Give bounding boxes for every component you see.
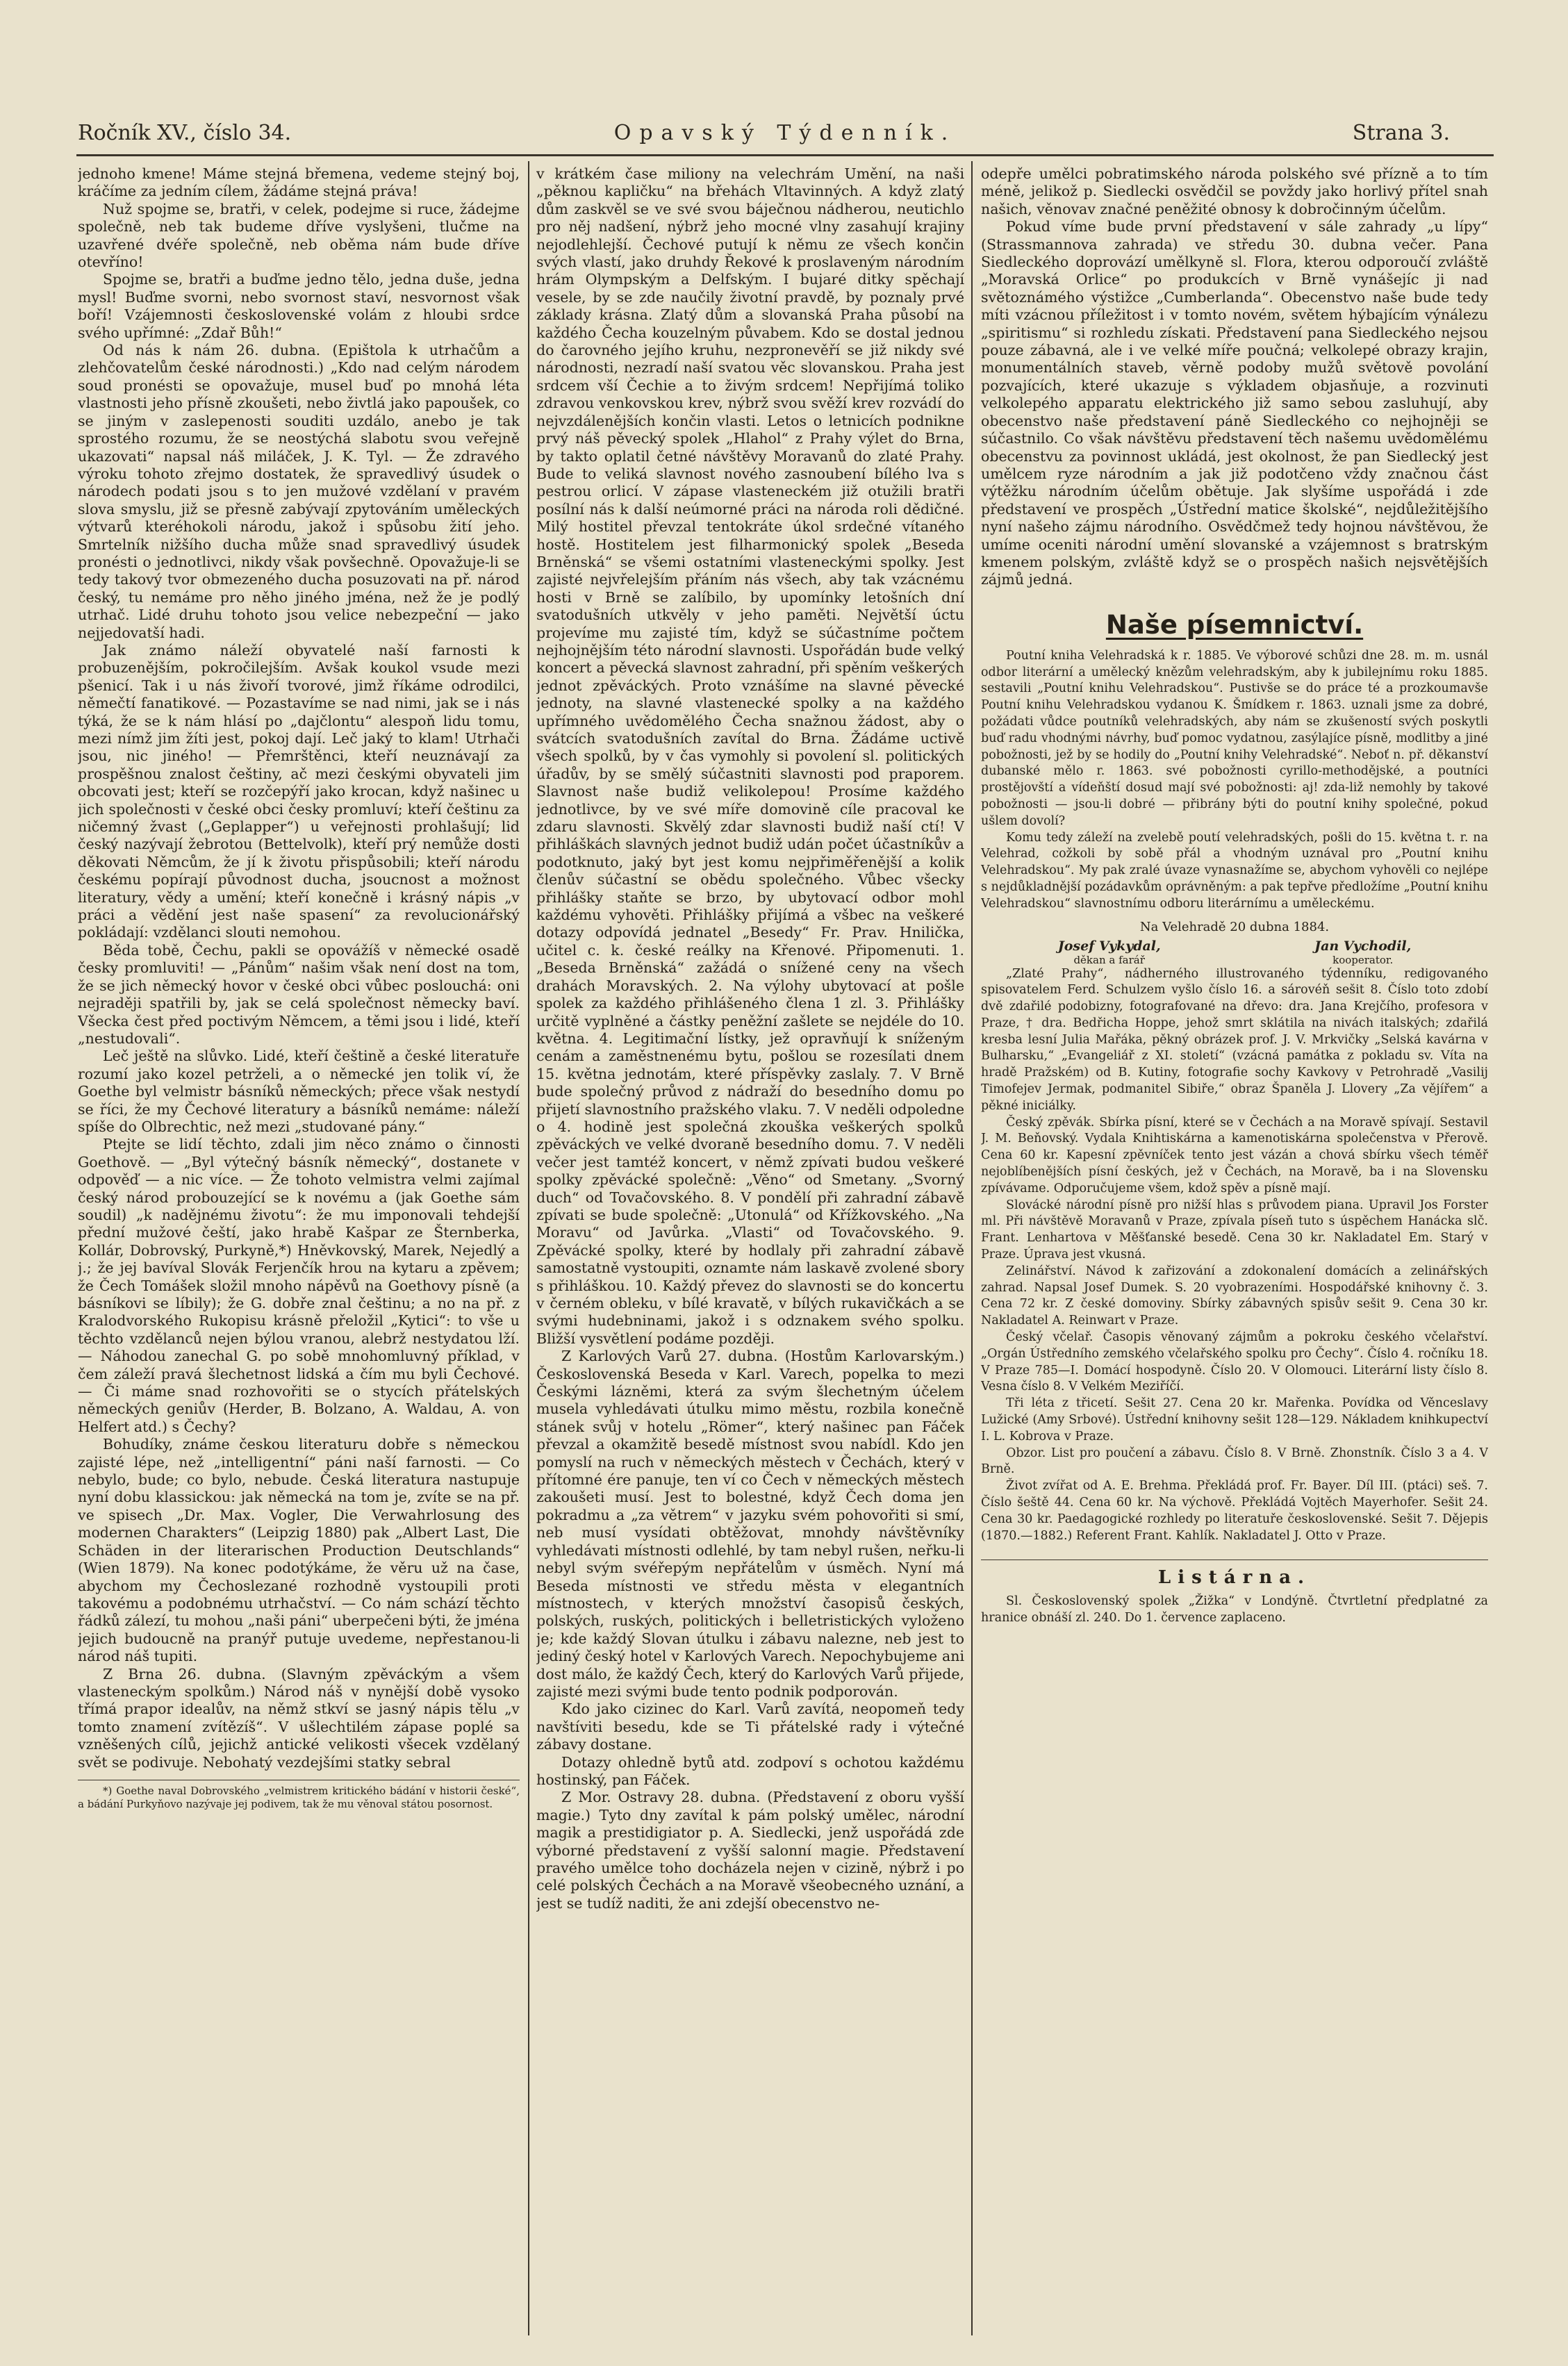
paragraph: Nuž spojme se, bratři, v celek, podejme si ruce, žádejme společně, neb tak budeme dříve vyslyšeni, tlučme na uzavřené dvéře společně, neb oběma nám bude dříve otevříno! xyxy=(78,200,520,271)
column-divider-2 xyxy=(971,161,973,2335)
paragraph: Dotazy ohledně bytů atd. zodpoví s ochotou každému hostinský, pan Fáček. xyxy=(536,1753,964,1788)
literature-item: Obzor. List pro poučení a zábavu. Číslo 8. V Brně. Zhonstník. Číslo 3 a 4. V Brně. xyxy=(981,1446,1488,1477)
issue-number: Ročník XV., číslo 34. xyxy=(78,121,292,145)
column-1 xyxy=(78,165,520,2340)
paragraph: Bohudíky, známe českou literaturu dobře s německou zajisté lépe, než „intelligentní“ páni naší farnosti. — Co nebylo, bude; co bylo, nebude. Česká literatura nastupuje nyní dobu klassickou: jak německá na tom je, zvíte se na př. ve spisech „Dr. Max. Vogler, Die Verwahrlosung des modernen Charakters“ (Leipzig 1880) pak „Albert Last, Die Schäden in der literarischen Production Deutschlands“ (Wien 1879). Na konec podotýkáme, že věru už na čase, abychom my Čechoslezané rozhodně vystoupili proti takovému a podobnému utrhačství. — Co nám schází těchto řádků zálezí, tu mohou „naši páni“ uberpečeni býti, že jména jejich budoucně na pranýř putuje uvedeme, nepřestanou-li národ náš tupiti. xyxy=(78,1436,520,1665)
signature-2 xyxy=(1314,938,1411,966)
paragraph: odepře umělci pobratimského národa polského své přízně a to tím méně, jelikož p. Siedlecki osvědčil se povždy jako horlivý přítel snah našich, věnovav značné peněžité obnosy k dobročinným účelům. xyxy=(981,165,1488,217)
article-z-karlovych-varu: Z Karlových Varů 27. dubna. (Hostům Karlovarským.) Československá Beseda v Karl. Varech, popelka to mezi Českými lázněmi, která za svým šlechetným účelem musela vyhledávati útulku mimo městu, rozbila konečně stánek svůj v hotelu „Römer“, který našinec pan Fáček převzal a okamžitě besedě místnost svou nabídl. Kdo jen pomyslí na ruch v německých městech v Čechách, který v přítomné ére panuje, ten ví co Čech v německých městech zakoušeti musí. Jest to bolestné, když Čech doma jen pokradmu a „za větrem“ v jazyku svém pohovořiti si smí, neb musí vysídati obtěžovat, mnohdy návštěvníky vyhledávati místnosti odlehlé, by tam nebyl rušen, neřku-li nebyl svým svéřepým nepřátelům v úsměch. Nyní má Beseda místnosti ve středu města v elegantních místnostech, v kterých množství časopisů českých, polských, ruských, politických i belletristických vyloženo je; kde každý Slovan útulku i zábavu nalezne, neb jest to jediný český hotel v Karlových Varech. Nepochybujeme ani dost málo, že každý Čech, který do Karlových Varů přijede, zajisté mezi svými bude tento podnik podporován. xyxy=(536,1348,964,1700)
paragraph: Jak známo náleží obyvatelé naší farnosti k probuzenějším, pokročilejším. Avšak koukol vsude mezi pšenicí. Tak i u nás živoří tvorové, jimž říkáme odrodilci, němečtí fanatikové. — Pozastavíme se nad nimi, jak se i nás týká, že se k nám hlásí po „dajčlontu“ alespoň lidu tomu, mezi nímž jim žíti jest, pokoj dají. Leč jaký to klam! Utrhači jsou, nic jiného! — Přemrštěnci, kteří neuznávají za prospěšnou znalost češtiny, ač mezi českými obyvateli jim obcovati jest; kteří se rozčepýří jako krocan, když našinec u jich společnosti v české obci česky promluví; kteří češtinu za ničemný žvast („Geplapper“) u veřejnosti prohlašují; lid český nazývají žebrotou (Bettelvolk), kteří prý nemůže dosti děkovati Němcům, že jí k životu přispůsobili; kteří národu českému popírají původnost ducha, jsoucnost a možnost literatury, vědy a umění; kteří konečně i krásný nápis „v práci a vědění jest naše spasení“ za revolucionářský pokládají: vzdělanci slouti nemohou. xyxy=(78,641,520,941)
literature-item: Poutní kniha Velehradská k r. 1885. Ve výborové schůzi dne 28. m. m. usnál odbor literární a umělecký knězům velehradským, aby k jubilejnímu roku 1885. sestavili „Poutní knihu Velehradskou“. Pustivše se do práce té a prozkoumavše Poutní knihu Velehradskou vydanou K. Šmídkem r. 1863. uznali jsme za dobré, požádati vůdce poutníků velehradských, aby nám se zkušeností svých poskytli buď radu vhodnými návrhy, buď pomoc vydatnou, zasýlajíce písně, modlitby a jiné pobožnosti, jež by se hodily do „Poutní knihy Velehradské“. Neboť n. př. děkanství dubanské mělo r. 1863. své pobožnosti cyrillo-methodějské, a poutníci prostějovští a vídeňští dosud mají své pobožnosti: aj! zda-liž nemohly by takové pobožnosti — jsou-li dobré — přibrány býti do poutní knihy společné, pokud ušlem dovolí? xyxy=(981,648,1488,828)
column-divider-1 xyxy=(528,161,529,2335)
paragraph: Leč ještě na slůvko. Lidé, kteří češtině a české literatuře rozumí jako kozel petrželi, a o německé jen tolik ví, že Goethe byl velmistr básníků německých; přece však nestydí se říci, že my Čechové literatury a básníků nemáme: náleží spíše do Olbrechtic, než mezi „studované pány.“ xyxy=(78,1048,520,1135)
listarna-item: Sl. Československý spolek „Žižka“ v Londýně. Čtvrtletní předplatné za hranice obnáší zl. 240. Do 1. července zaplaceno. xyxy=(981,1594,1488,1625)
signatures xyxy=(981,938,1488,966)
footnote xyxy=(78,1780,520,1811)
literature-item: Zelinářství. Návod k zařizování a zdokonalení domácích a zelinářských zahrad. Napsal Josef Dumek. S. 20 vyobrazeními. Hospodářské knihovny č. 3. Cena 72 kr. Z české domoviny. Sbírky zábavných spisův sešit 9. Cena 30 kr. Nakladatel A. Reinwart v Praze. xyxy=(981,1264,1488,1328)
signature-1 xyxy=(1058,938,1161,966)
paragraph: Běda tobě, Čechu, pakli se opovážíš v německé osadě česky promluviti! — „Pánům“ našim však není dost na tom, že se jich německý hovor v české obci vůbec poslouchá: oni nejraději spatřili by, jak se celá společnost německy baví. Všecka čest před poctivým Němcem, a těmi jsou i lidé, kteří „nestudovali“. xyxy=(78,941,520,1047)
column-3 xyxy=(981,165,1488,2340)
dateline: Na Velehradě 20 dubna 1884. xyxy=(1139,919,1330,934)
paragraph: Kdo jako cizinec do Karl. Varů zavítá, neopomeň tedy navštíviti besedu, kde se Ti přátelské rady i výtečné zábavy dostane. xyxy=(536,1701,964,1753)
listarna-title: Listárna. xyxy=(981,1560,1488,1588)
header-rule xyxy=(76,154,1494,156)
literature-item: Komu tedy záleží na zvelebě poutí velehradských, pošli do 15. května t. r. na Velehrad, cožkoli by sobě přál a vhodným uznával pro „Poutní knihu Velehradskou“. My pak zralé úvaze vynasnažíme se, abychom vyhověli co nejlépe s nejdůkladnější pozádavkům oprávněným: a pak tepřve předložíme „Poutní knihu Velehradskou“ slavnostnímu odboru literárnímu a uměleckému. xyxy=(981,830,1488,911)
signature-role: kooperator. xyxy=(1332,953,1394,966)
signature-name: Jan Vychodil, xyxy=(1314,938,1412,954)
column-2 xyxy=(536,165,964,2340)
signature-name: Josef Vykydal, xyxy=(1057,938,1161,954)
section-title: Naše písemnictví. xyxy=(1105,609,1364,640)
literature-item: Tři léta z třicetí. Sešit 27. Cena 20 kr. Mařenka. Povídka od Věnceslavy Lužické (Amy Srbové). Ústřední knihovny sešit 128—129. Nákladem knihkupectví I. L. Kobrova v Praze. xyxy=(981,1396,1488,1443)
paragraph: Ptejte se lidí těchto, zdali jim něco známo o činnosti Goethově. — „Byl výtečný básník německý“, dostanete v odpověď — a nic více. — Že tohoto velmistra velmi zajímal český národ probouzející se k novému a (jak Goethe sám soudil) „k nadějnému životu“: že mu imponovali tehdejší přední mužové čeští, jako hrabě Kašpar ze Šternberka, Kollár, Dobrovský, Purkyně,*) Hněvkovský, Marek, Nejedlý a j.; že jej bavíval Slovák Ferjenčík hrou na kytaru a zpěvem; že Čech Tomášek složil mnoho nápěvů na Goethovy písně (a básníkovi se líbily); že G. dobře znal češtinu; a no na př. z Kralodvorského Rukopisu krásně přeložil „Kytici“: to vše u těchto vzdělanců nejen býlou vranou, alebrž nestydatou lží. — Náhodou zanechal G. po sobě mnohomluvný příklad, v čem záleží pravá šlechetnost lidská a čím mu byli Čechové. — Či máme snad rozhovořiti se o stycích přátelských německých geniův (Herder, B. Bolzano, A. Waldau, A. von Helfert atd.) s Čechy? xyxy=(78,1136,520,1435)
footnote-text: *) Goethe naval Dobrovského „velmistrem kritického bádání v historii české“, a bádání Purkyňovo nazývaje jej podivem, tak že mu věnoval státou posornost. xyxy=(78,1784,520,1810)
signature-role: děkan a farář xyxy=(1073,953,1145,966)
literature-item: „Zlaté Prahy“, nádherného illustrovaného týdenníku, redigovaného spisovatelem Ferd. Schulzem vyšlo číslo 16. a sárovéň sešit 8. Číslo toto zdobí dvě zdařilé podobizny, fotografované na dřevo: dra. Jana Krejčího, profesora v Praze, † dra. Bedřicha Hoppe, jehož smrt sklátila na nivách italských; zdařilá kresba lesní Julia Mařáka, pěkný obrázek prof. J. V. Mrkvičky „Selská kavárna v Bulharsku,“ „Evangeliář z XI. století“ (vzácná památka z pokladu sv. Víta na hradě Pražském) od B. Kutiny, fotografie sochy Kavkovy v Petrohradě „Vasilij Timofejev Jermak, podmanitel Sibiře,“ obraz Španěla J. Llovery „Za vějířem“ a pěkné iniciálky. xyxy=(981,966,1488,1113)
listarna-section xyxy=(981,1594,1488,1627)
paragraph: v krátkém čase miliony na velechrám Umění, na naši „pěknou kapličku“ na břehách Vltavinných. A když zlatý dům zaskvěl se ve své svou báječnou nádherou, neutichlo pro něj nadšení, nýbrž jeho mocné vlny zasahují krajiny nejodlehlejší. Čechové putují k němu ze všech končin svých vlastí, jako druhdy Řekové k proslaveným národním hrám Olympským a Delfským. I bujaré ditky spěchají vesele, by se zde naučily životní pravdě, by poznaly prvé základy krásna. Zlatý dům a slovanská Praha působí na každého Čecha kouzelným půvabem. Kdo se dostal jednou do čarovného jejího kruhu, nezpronevěří se již nikdy své národnosti, nezradí naší svatou věc slovanskou. Praha jest srdcem vší Čechie a to živým srdcem! Nepřijímá toliko zdravou venkovskou krev, nýbrž svou svěží krev rozvádí do nejvzdálenějších končin vlasti. Letos o letnicích podnikne prvý náš pěvecký spolek „Hlahol“ z Prahy výlet do Brna, by takto oplatil četné návštěvy Moravanů do zlaté Prahy. Bude to veliká slavnost nového zasnoubení bílého lva s pestrou orlicí. V zápase vlasteneckém již otužili bratři posílní nás k další neúmorné práci na národa roli dědičné. Milý hostitel převzal tentokráte úkol srdečné vítaného hostě. Hostitelem jest filharmonický spolek „Beseda Brněnská“ se všemi ostatními vlasteneckými spolky. Jest zajisté nejvřelejším přáním nás všech, aby tak vzácnému hosti v Brně se zalíbilo, by upomínky letošních dní svatodušních utkvěly v jeho paměti. Největší úctu projevíme mu zajisté tím, když se súčastníme počtem nejhojnějším této národní slavnosti. Uspořádán bude velký koncert a pěvecká slavnost zahradní, při spěním veškerých jednot zpěváckých. Proto vznášíme na slavné pěvecké jednoty, na slavné vlastenecké spolky a na každého upřímného uvědomělého Čecha snažnou žádost, aby o svátcích svatodušních zavítal do Brna. Žádáme uctivě všech spolků, by v čas vymohly si povolení sl. politických úřadův, by se smělý súčastniti slavnosti pod praporem. Slavnost naše budiž velikolepou! Prosíme každého jednotlivce, by ve své míře domovině cíle pracoval ke zdaru slavnosti. Skvělý zdar slavnosti budiž naší ctí! V přihláškách slavných jednot budiž udán počet účastníkův a podotknuto, jaký byt jest komu nejpřiměřenější a kolik členův súčastní se obědu společného. Vůbec všecky přihlášky staňte se brzo, by ubytovací odbor mohl každému vyhověti. Přihlášky přijímá a všbec na veškeré dotazy odpovídá jednatel „Besedy“ Fr. Prav. Hnilička, učitel c. k. české reálky na Křenové. Připomenuti. 1. „Beseda Brněnská“ zažádá o snížené ceny na všech drahách Moravských. 2. Na výlohy ubytovací at pošle spolek za každého přihlášeného člena 1 zl. 3. Přihlášky určitě vyplněné a částky peněžní zašlete se nejdéle do 10. května. 4. Legitimační lístky, jež opravňují k sníženým cenám a zaměstnenému bytu, pošlou se rozesílati dnem 15. května jednotám, které příspěvky zaslaly. 7. V Brně bude společný průvod z nádraží do besedního domu po přijetí slavnostního pražského vlaku. 7. V neděli odpoledne o 4. hodině jest společná zkouška veškerých spolků zpěváckých ve velké dvoraně besedního domu. 7. V neděli večer jest tamtéž koncert, v němž zpívati budou veškeré spolky zpěvácké společně: „Věno“ od Smetany. „Svorný duch“ od Tovačovského. 8. V pondělí při zahradní zábavě zpívati se bude společně: „Utonulá“ od Křížkovského. „Na Moravu“ od Javůrka. „Vlasti“ od Tovačovského. 9. Zpěvácké spolky, které by hodlaly při zahradní zábavě samostatně vystoupiti, oznamte nám laskavě zvolené sbory s přihláškou. 10. Každý převez do slavnosti se do koncertu v černém obleku, v bílé kravatě, v bílých rukavičkách a se svými hudebninami, jakož i s odznakem svého spolku. Bližší vysvětlení podáme později. xyxy=(536,165,964,1347)
paragraph: Pokud víme bude první představení v sále zahrady „u lípy“ (Strassmannova zahrada) ve středu 30. dubna večer. Pana Siedleckého doprovází umělkyně sl. Flora, kterou odporoučí zvláště „Moravská Orlice“ po produkcích v Brně vynášejíc ji nad světoznámého výstižce „Cumberlanda“. Obecenstvo naše bude tedy míti vzácnou příležitost i v tomto novém, světem hýbajícím výnálezu „spiritismu“ si rozhledu získati. Představení pana Siedleckého nejsou pouze zábavná, ale i ve velké míře poučná; velkolepé obrazy krajin, monumentálních staveb, věrně podoby mužů světově povolání pozvajících, které ukazuje s výkladem objasňuje, a rozvinuti velkolepého apparatu elektrického již samo sebou zasluhují, aby obecenstvo naše představení páně Siedleckého co nejhojněji se súčastnilo. Co však návštěvu představení těch našemu uvědomělému obecenstvu za povinnost ukládá, jest okolnost, že pan Siedlecký jest umělcem ryze národním a jak již podotčeno vždy značnou část výtěžku národním účelům obětuje. Jak slyšíme uspořádá i zde představení ve prospěch „Ústřední matice školské“, nejdůležitějšího nyní našeho zájmu národního. Osvědčmež tedy hojnou návštěvou, že umíme oceniti národní umění slovanské a vzájemnost s bratrským kmenem polským, zvláště když se o prospěch našich nejsvětějších zájmů jedná. xyxy=(981,218,1488,588)
literature-section xyxy=(981,648,1488,1545)
article-z-mor-ostravy: Z Mor. Ostravy 28. dubna. (Představení z oboru vyšší magie.) Tyto dny zavítal k pám polský umělec, národní magik a prestidigiator p. A. Siedlecki, jenž uspořádá zde výborné představení z vyšší salonní magie. Představení pravého umělce toho docházela nejen v cizině, nýbrž i po celé polských Čechách a na Moravě všeobecného uznání, a jest se tudíž naditi, že ani zdejší obecenstvo ne- xyxy=(536,1789,964,1912)
literature-item: Život zvířat od A. E. Brehma. Překládá prof. Fr. Bayer. Díl III. (ptáci) seš. 7. Číslo šeště 44. Cena 60 kr. Na výchově. Překládá Vojtěch Mayerhofer. Sešit 24. Cena 30 kr. Paedagogické rozhledy po literatuře československé. Sešit 7. Dějepis (1870.—1882.) Referent Frant. Kahlík. Nakladatel J. Otto v Praze. xyxy=(981,1479,1488,1543)
newspaper-title: Opavský Týdenník. xyxy=(613,121,957,145)
article-z-brna: Z Brna 26. dubna. (Slavným zpěváckým a všem vlasteneckým spolkům.) Národ náš v nynější době vysoko třímá prapor idealův, na němž stkví se jasný nápis tělu „v tomto znamení zvítězíš“. V ušlechtilém zápase poplé sa vzněšených cílů, jejichž antické velikosti všecek vzdělaný svět se podivuje. Nebohatý vezdejšími statky sebral xyxy=(78,1665,520,1771)
literature-item: Český včelař. Časopis věnovaný zájmům a pokroku českého včelařství. „Orgán Ústředního zemského včelařského spolku pro Čechy“. Číslo 4. ročníku 18. V Praze 785—I. Domácí hospodyně. Číslo 20. V Olomouci. Literární listy číslo 8. Vesna číslo 8. V Velkém Meziříčí. xyxy=(981,1330,1488,1394)
paragraph: jednoho kmene! Máme stejná břemena, vedeme stejný boj, kráčíme za jedním cílem, žádáme stejná práva! xyxy=(78,165,520,200)
article-od-nas-k-nam: Od nás k nám 26. dubna. (Epištola k utrhačům a zlehčovatelům české národnosti.) „Kdo nad celým národem soud pronésti se opovažuje, musel buď po mnohá léta vlastnosti jeho přísně zkoušeti, nebo živtlá jako papoušek, co se jiným v zaslepenosti souditi uzdálo, anebo je tak sprostého rozumu, že se neostýchá slabotu svou veřejně ukazovati“ napsal náš miláček, J. K. Tyl. — Že zdravého výroku tohoto zřejmo dostatek, že spravedlivý úsudek o národech podati jsou s to jen mužové vzdělaní v pravém slova smyslu, již se přesně zabývají zpytováním uměleckých výtvarů kteréhokoli národu, jakož i spůsobu žití jeho. Smrtelník nižšího ducha může snad spravedlivý úsudek pronésti o jednotlivci, nikdy však povšechně. Opovažuje-li se tedy takový tvor obmezeného ducha posuzovati na př. národ český, tu nemáme pro něho jiného jména, než že je podlý utrhač. Lidé druhu tohoto jsou velice nebezpeční — jako nejjedovatší hadi. xyxy=(78,342,520,641)
paragraph: Spojme se, bratři a buďme jedno tělo, jedna duše, jedna mysl! Buďme svorni, nebo svornost staví, nesvornost však boří! Vzájemnosti československé volám z hloubi srdce svého upřímné: „Zdař Bůh!“ xyxy=(78,271,520,341)
literature-item: Slovácké národní písně pro nižší hlas s průvodem piana. Upravil Jos Forster ml. Při návštěvě Moravanů v Praze, zpívala píseň tuto s úspěchem Hanácka slč. Frant. Lenhartova v Měšťanské besedě. Cena 30 kr. Nakladatel Em. Starý v Praze. Úprava jest vkusná. xyxy=(981,1198,1488,1262)
page-number: Strana 3. xyxy=(1352,121,1450,145)
literature-item: Český zpěvák. Sbírka písní, které se v Čechách a na Moravě spívají. Sestavil J. M. Beňovský. Vydala Knihtiskárna a kamenotiskárna společenstva v Přerově. Cena 60 kr. Kapesní zpěvníček tento jest vázán a chová sbírku všech téměř nejoblíbenějších písní českých, jež v Čechách, na Moravě, ba i na Slovensku zpívávame. Odporučujeme všem, kdož spěv a písně mají. xyxy=(981,1115,1488,1196)
